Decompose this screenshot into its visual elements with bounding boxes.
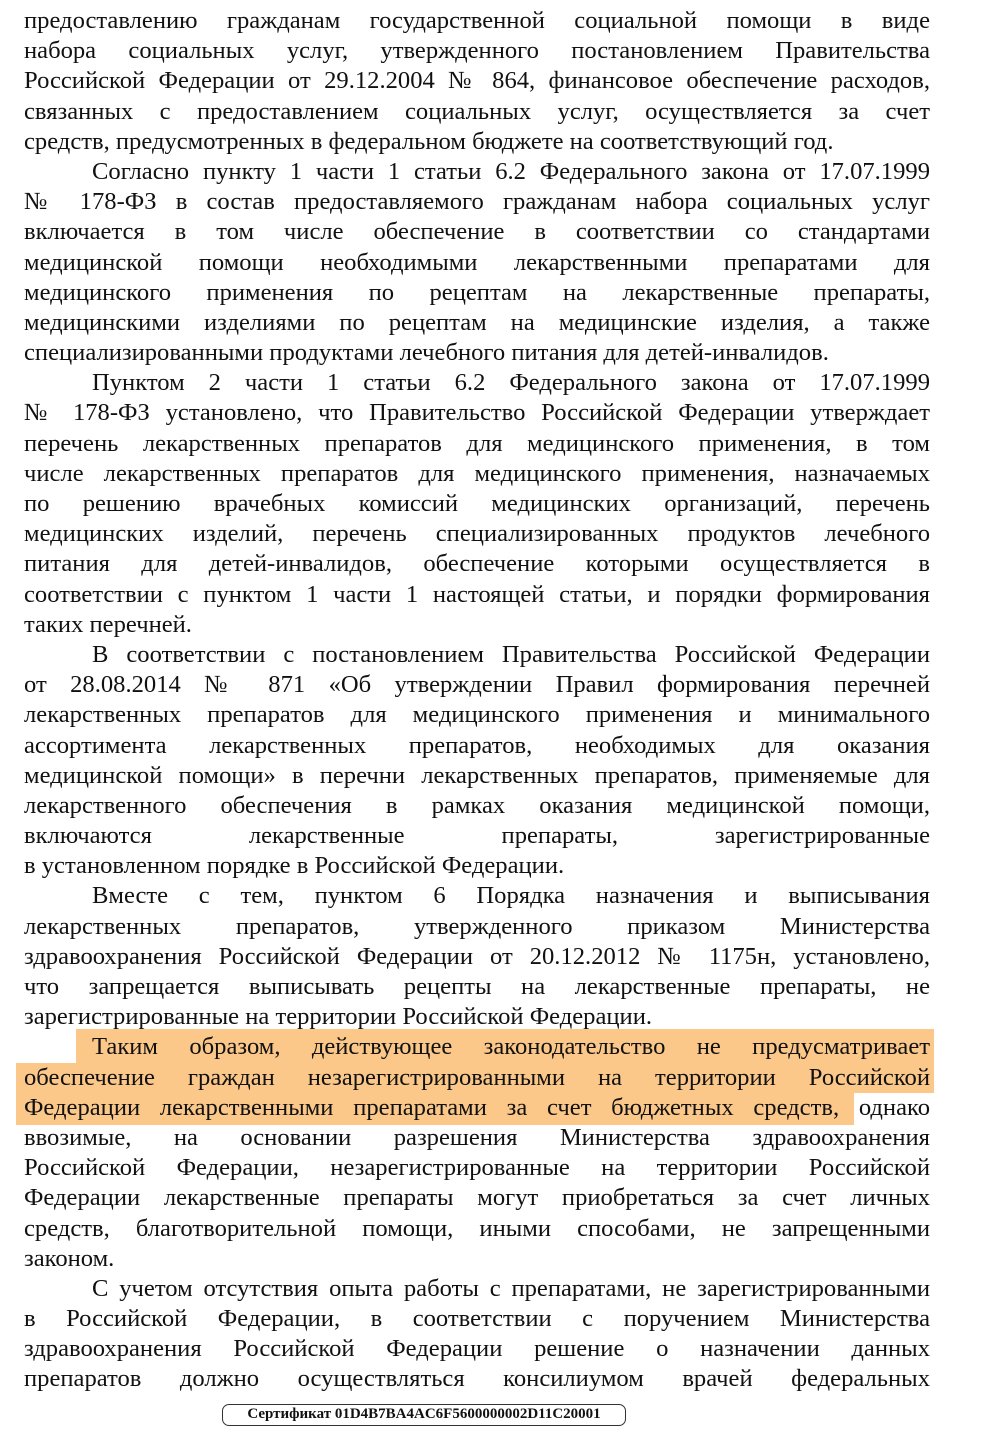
text-line: предоставлению гражданам государственной социальной помощи в виде [24,7,930,34]
text-line: № 178-ФЗ установлено, что Правительство Российской Федерации утверждает [24,399,930,427]
text-line: здравоохранения Российской Федерации решение о назначении данных [24,1335,930,1363]
text-line: перечень лекарственных препаратов для медицинского применения, в том [24,429,930,457]
text-line: по решению врачебных комиссий медицинских организаций, перечень [24,490,930,517]
text-line: медицинской помощи» в перечни лекарственных препаратов, применяемые для [24,761,930,789]
text-line: включаются лекарственные препараты, зарегистрированные [24,822,930,850]
document-body [24,6,930,1395]
text-line: № 178-ФЗ в состав предоставляемого гражданам набора социальных услуг [24,188,930,216]
text-line: в Российской Федерации, в соответствии с поручением Министерства [24,1305,930,1333]
text-line: Вместе с тем, пунктом 6 Порядка назначения и выписывания [92,882,930,910]
text-line: в установленном порядке в Российской Федерации. [24,852,565,880]
text-line: лекарственных препаратов для медицинского применения и минимального [24,701,930,729]
text-line: В соответствии с постановлением Правительства Российской Федерации [92,640,930,668]
text-line: средств, предусмотренных в федеральном бюджете на соответствующий год. [24,127,834,155]
text-line: Таким образом, действующее законодательство не предусматривает [92,1033,930,1061]
text-line: Российской Федерации от 29.12.2004 № 864, финансовое обеспечение расходов, [24,67,930,95]
text-line: числе лекарственных препаратов для медицинского применения, назначаемых [24,459,930,487]
text-line: обеспечение граждан незарегистрированными на территории Российской [24,1063,930,1091]
text-line: препаратов должно осуществляться консилиумом врачей федеральных [24,1365,930,1393]
text-line: включается в том числе обеспечение в соответствии со стандартами [24,218,930,246]
text-line: медицинскими изделиями по рецептам на медицинские изделия, а также [24,308,930,336]
text-line: таких перечней. [24,610,192,638]
text-line: что запрещается выписывать рецепты на лекарственные препараты, не [24,973,930,1000]
text-line: ввозимые, на основании разрешения Министерства здравоохранения [24,1123,930,1151]
text-line: ассортимента лекарственных препаратов, необходимых для оказания [24,731,930,759]
text-line: С учетом отсутствия опыта работы с препаратами, не зарегистрированными [92,1274,930,1302]
text-line: медицинской помощи необходимыми лекарственными препаратами для [24,248,930,276]
text-line: от 28.08.2014 № 871 «Об утверждении Правил формирования перечней [24,671,930,699]
certificate-stamp: Сертификат 01D4B7BA4AC6F5600000002D11C20001 [222,1404,626,1426]
text-line: зарегистрированные на территории Российской Федерации. [24,1003,653,1031]
text-line: лекарственного обеспечения в рамках оказания медицинской помощи, [24,791,930,819]
text-line: лекарственных препаратов, утвержденного приказом Министерства [24,912,930,940]
text-line: питания для детей-инвалидов, обеспечение которыми осуществляется в [24,550,930,578]
text-line: Российской Федерации, незарегистрированные на территории Российской [24,1154,930,1182]
text-line: набора социальных услуг, утвержденного постановлением Правительства [24,37,930,65]
text-line: соответствии с пунктом 1 части 1 настоящей статьи, и порядки формирования [24,580,930,608]
text-line: специализированными продуктами лечебного питания для детей-инвалидов. [24,339,829,367]
text-line: медицинского применения по рецептам на лекарственные препараты, [24,278,930,306]
text-line: Пунктом 2 части 1 статьи 6.2 Федерального закона от 17.07.1999 [92,369,930,397]
text-line: медицинских изделий, перечень специализированных продуктов лечебного [24,520,930,548]
text-line: Федерации лекарственные препараты могут приобретаться за счет личных [24,1184,930,1212]
text-line: связанных с предоставлением социальных услуг, осуществляется за счет [24,97,930,125]
text-line: законом. [24,1244,115,1272]
text-line: Согласно пункту 1 части 1 статьи 6.2 Федерального закона от 17.07.1999 [92,157,930,185]
text-line: здравоохранения Российской Федерации от 20.12.2012 № 1175н, установлено, [24,942,930,970]
text-line: средств, благотворительной помощи, иными способами, не запрещенными [24,1214,930,1242]
text-line: Федерации лекарственными препаратами за счет бюджетных средств, однако [24,1093,930,1121]
